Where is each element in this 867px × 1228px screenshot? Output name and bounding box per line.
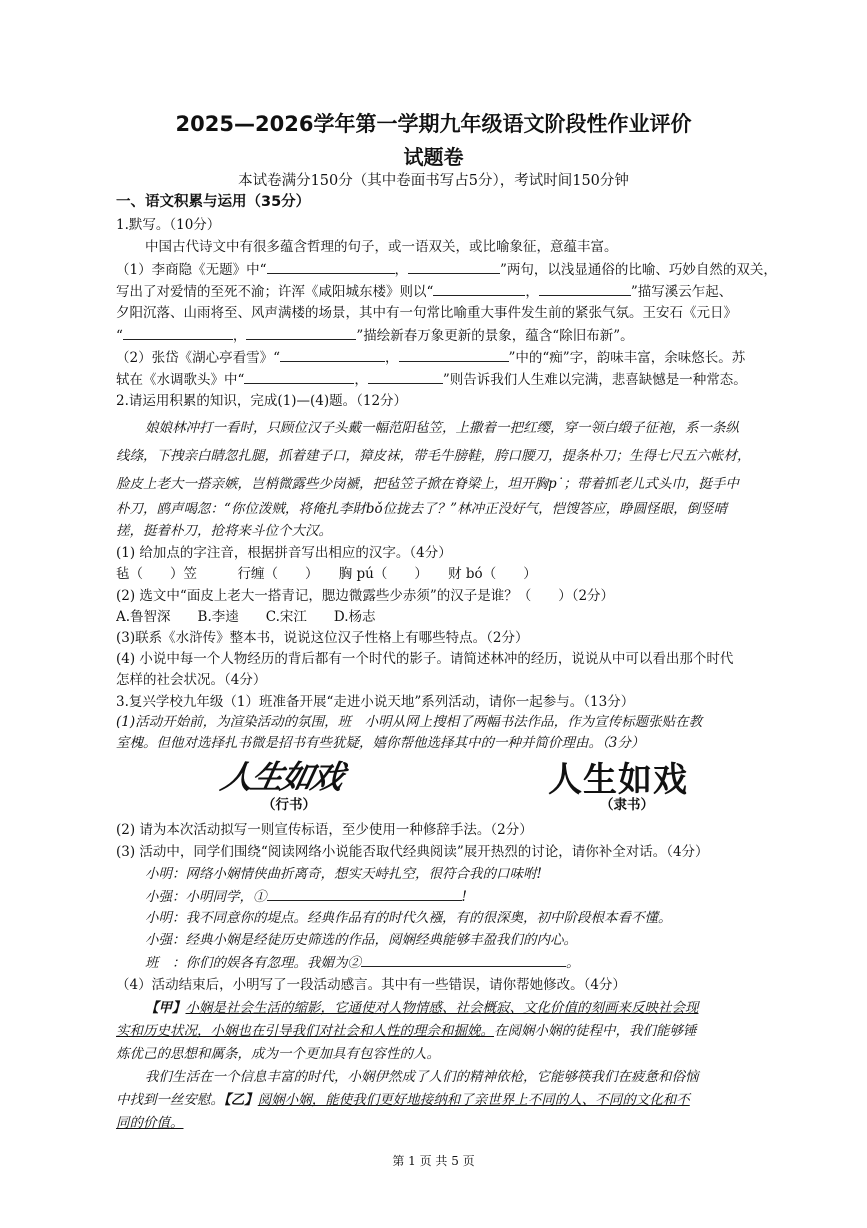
dialogue-line4: 小强：经典小娴是经徒历史筛选的作品，阅娴经典能够丰盈我们的内心。 — [145, 932, 577, 948]
answer-blank[interactable] — [408, 259, 500, 274]
answer-blank[interactable] — [433, 281, 525, 296]
answer-blank[interactable] — [244, 369, 354, 384]
calligraphy-running-script: 人生如戏 — [217, 758, 346, 796]
q1-part1-line3: 夕阳沉落、山雨将至、风声满楼的场景，其中有一句常比喻重大事件发生前的紧张气氛。王安石《元日》 — [116, 305, 737, 321]
q2-passage-line2: 线绦，下拽亲白睛忽扎腿，抓着建子口，獐皮袜，带毛牛膀鞋，胯口腰刀，提条朴刀；生得七尺五六帐材， — [116, 448, 751, 464]
answer-blank[interactable] — [246, 325, 356, 340]
exam-title: 2025—2026学年第一学期九年级语文阶段性作业评价 — [175, 112, 692, 136]
answer-blank[interactable] — [539, 281, 631, 296]
q2-passage-line5: 搓，挺着朴刀，抢将来斗位个大汉。 — [116, 523, 332, 539]
q3-label: 3.复兴学校九年级（1）班准备开展“走进小说天地”系列活动，请你一起参与。（13分） — [116, 694, 635, 710]
answer-blank[interactable] — [280, 347, 385, 362]
calligraphy-clerical-script: 人生如戏 — [548, 760, 688, 800]
q1-part1-line4: “ ， ”描绘新春万象更新的景象，蕴含“除旧布新”。 — [116, 325, 828, 347]
dialogue-line1: 小明：网络小娴情侠曲折离奇，想实天峙扎空，很符合我的口味咐! — [145, 866, 542, 882]
dialogue-line3: 小明：我不同意你的堤点。经典作品有的时代久襁，有的很深奥，初中阶段根本看不懂。 — [145, 910, 672, 926]
exam-subtitle: 试题卷 — [403, 145, 464, 169]
q3-sub1-line2: 室槐。但他对选择扎书微是招书有些犹疑，嬉你帮他选择其中的一种并简价理由。（3分） — [116, 735, 645, 751]
reflection-line3: 炼优己的思想和厲条，成为一个更加具有包容性的人。 — [116, 1046, 440, 1062]
q2-sub1: (1) 给加点的字注音，根据拼音写出相应的汉字。（4分） — [116, 545, 452, 561]
answer-blank[interactable] — [267, 259, 395, 274]
caption-clerical-script: （隶书） — [600, 797, 654, 813]
q1-part2-line1: （2）张岱《湖心亭看雪》“ ， ”中的“痴”字，韵味丰富，余味悠长。苏 — [116, 347, 828, 369]
q1-label: 1.默写。（10分） — [116, 217, 221, 233]
reflection-line4: 我们生活在一个信息丰富的时代，小娴伊然成了人们的精神依枪，它能够筷我们在疲惫和俗恼 — [145, 1069, 699, 1085]
exam-note: 本试卷满分150分（其中卷面书写占5分），考试时间150分钟 — [238, 173, 629, 189]
q2-options: A.鲁智深 B.李逵 C.宋江 D.杨志 — [116, 609, 376, 625]
dialogue-line2: 小强：小明同学，① ! — [145, 886, 857, 908]
answer-blank[interactable] — [368, 369, 443, 384]
section-heading: 一、语文积累与运用（35分） — [116, 194, 311, 210]
reflection-line6: 同的价值。 — [116, 1115, 184, 1131]
answer-blank[interactable] — [267, 886, 462, 901]
answer-blank[interactable] — [399, 347, 509, 362]
q1-intro: 中国古代诗文中有很多蕴含哲理的句子，或一语双关，或比喻象征，意蕴丰富。 — [145, 239, 618, 255]
q2-label: 2.请运用积累的知识，完成(1)—(4)题。（12分） — [116, 393, 408, 409]
q1-part1-line1: （1）李商隐《无题》中“ ， ”两句，以浅显通俗的比喻、巧妙自然的双关， — [116, 259, 828, 281]
page-footer: 第 1 页 共 5 页 — [392, 1154, 475, 1168]
q2-sub2: (2) 选文中“面皮上老大一搭青记，腮边微露些少赤须”的汉子是谁？（ ）（2分） — [116, 588, 615, 604]
reflection-line2: 实和历史状况，小娴也在引导我们对社会和人性的理佘和掘娩。在阅娴小娴的徒程中，我们能够锤 — [116, 1023, 697, 1039]
q3-sub2: (2) 请为本次活动拟写一则宣传标语，至少使用一种修辞手法。（2分） — [116, 822, 533, 838]
q2-passage-line3: 脸皮上老大一搭亲嫉，岂梢微露些少岗褫，把毡笠子掀在脊梁上，坦开胸p˙；带着抓老儿式头巾，挺手中 — [116, 476, 739, 492]
caption-running-script: （行书） — [262, 797, 316, 813]
q2-sub1-items: 毡（ ）笠 行缠（ ） 胸 pú（ ） 财 bó（ ） — [116, 566, 537, 582]
q2-sub4-line2: 怎样的社会状况。（4分） — [116, 672, 267, 688]
q1-part2-line2: 轼在《水调歌头》中“ ， ”则告诉我们人生难以完满，悲喜缺憾是一种常态。 — [116, 369, 828, 391]
q2-sub4-line1: (4) 小说中每一个人物经历的背后都有一个时代的影子。请简述林冲的经历，说说从中可以看出那个时代 — [116, 651, 734, 667]
answer-blank[interactable] — [123, 325, 233, 340]
reflection-line5: 中找到一丝安慰。【乙】阅娴小娴，能使我们更好地接纳和了亲世界上不同的人、不同的文化和不 — [116, 1092, 690, 1108]
answer-blank[interactable] — [361, 952, 566, 967]
q2-sub3: (3)联系《水浒传》整本书，说说这位汉子性格上有哪些特点。（2分） — [116, 630, 529, 646]
q2-passage-line4: 朴刀，鸥声喝忽：“你位泼贼，将俺扎李財bǒ位拢去了？”林冲正没好气，恺馊答应，睁圆怪眼，倒竖晴 — [116, 501, 728, 517]
reflection-line1: 【甲】小娴是社会生活的缩影，它通使对人物情感、社会概寂、文化价值的刻画来反映社会现 — [145, 1000, 699, 1016]
dialogue-line5: 班 ：你们的娱各有忽理。我媚为② 。 — [145, 952, 857, 974]
q3-sub4: （4）活动结束后，小明写了一段活动感言。其中有一些错误，请你帮她修改。（4分） — [116, 977, 626, 993]
q3-sub1-line1: (1)活动开始前，为渲染活动的氛围，班 小明从网上搜相了两幅书法作品，作为宣传标题张贴在教 — [116, 714, 703, 730]
q2-passage-line1: 娘娘林冲打一看时，只顾位汉子头戴一幅范阳毡笠，上撒着一把红缨，穿一领白缎子征袍，系一条纵 — [145, 420, 739, 436]
q1-part1-line2: 写出了对爱情的至死不渝；许浑《咸阳城东楼》则以“ ， ”描写溪云乍起、 — [116, 281, 828, 303]
q3-sub3: (3) 活动中，同学们围绕“阅读网络小说能否取代经典阅读”展开热烈的讨论，请你补全对话。（4分） — [116, 844, 709, 860]
